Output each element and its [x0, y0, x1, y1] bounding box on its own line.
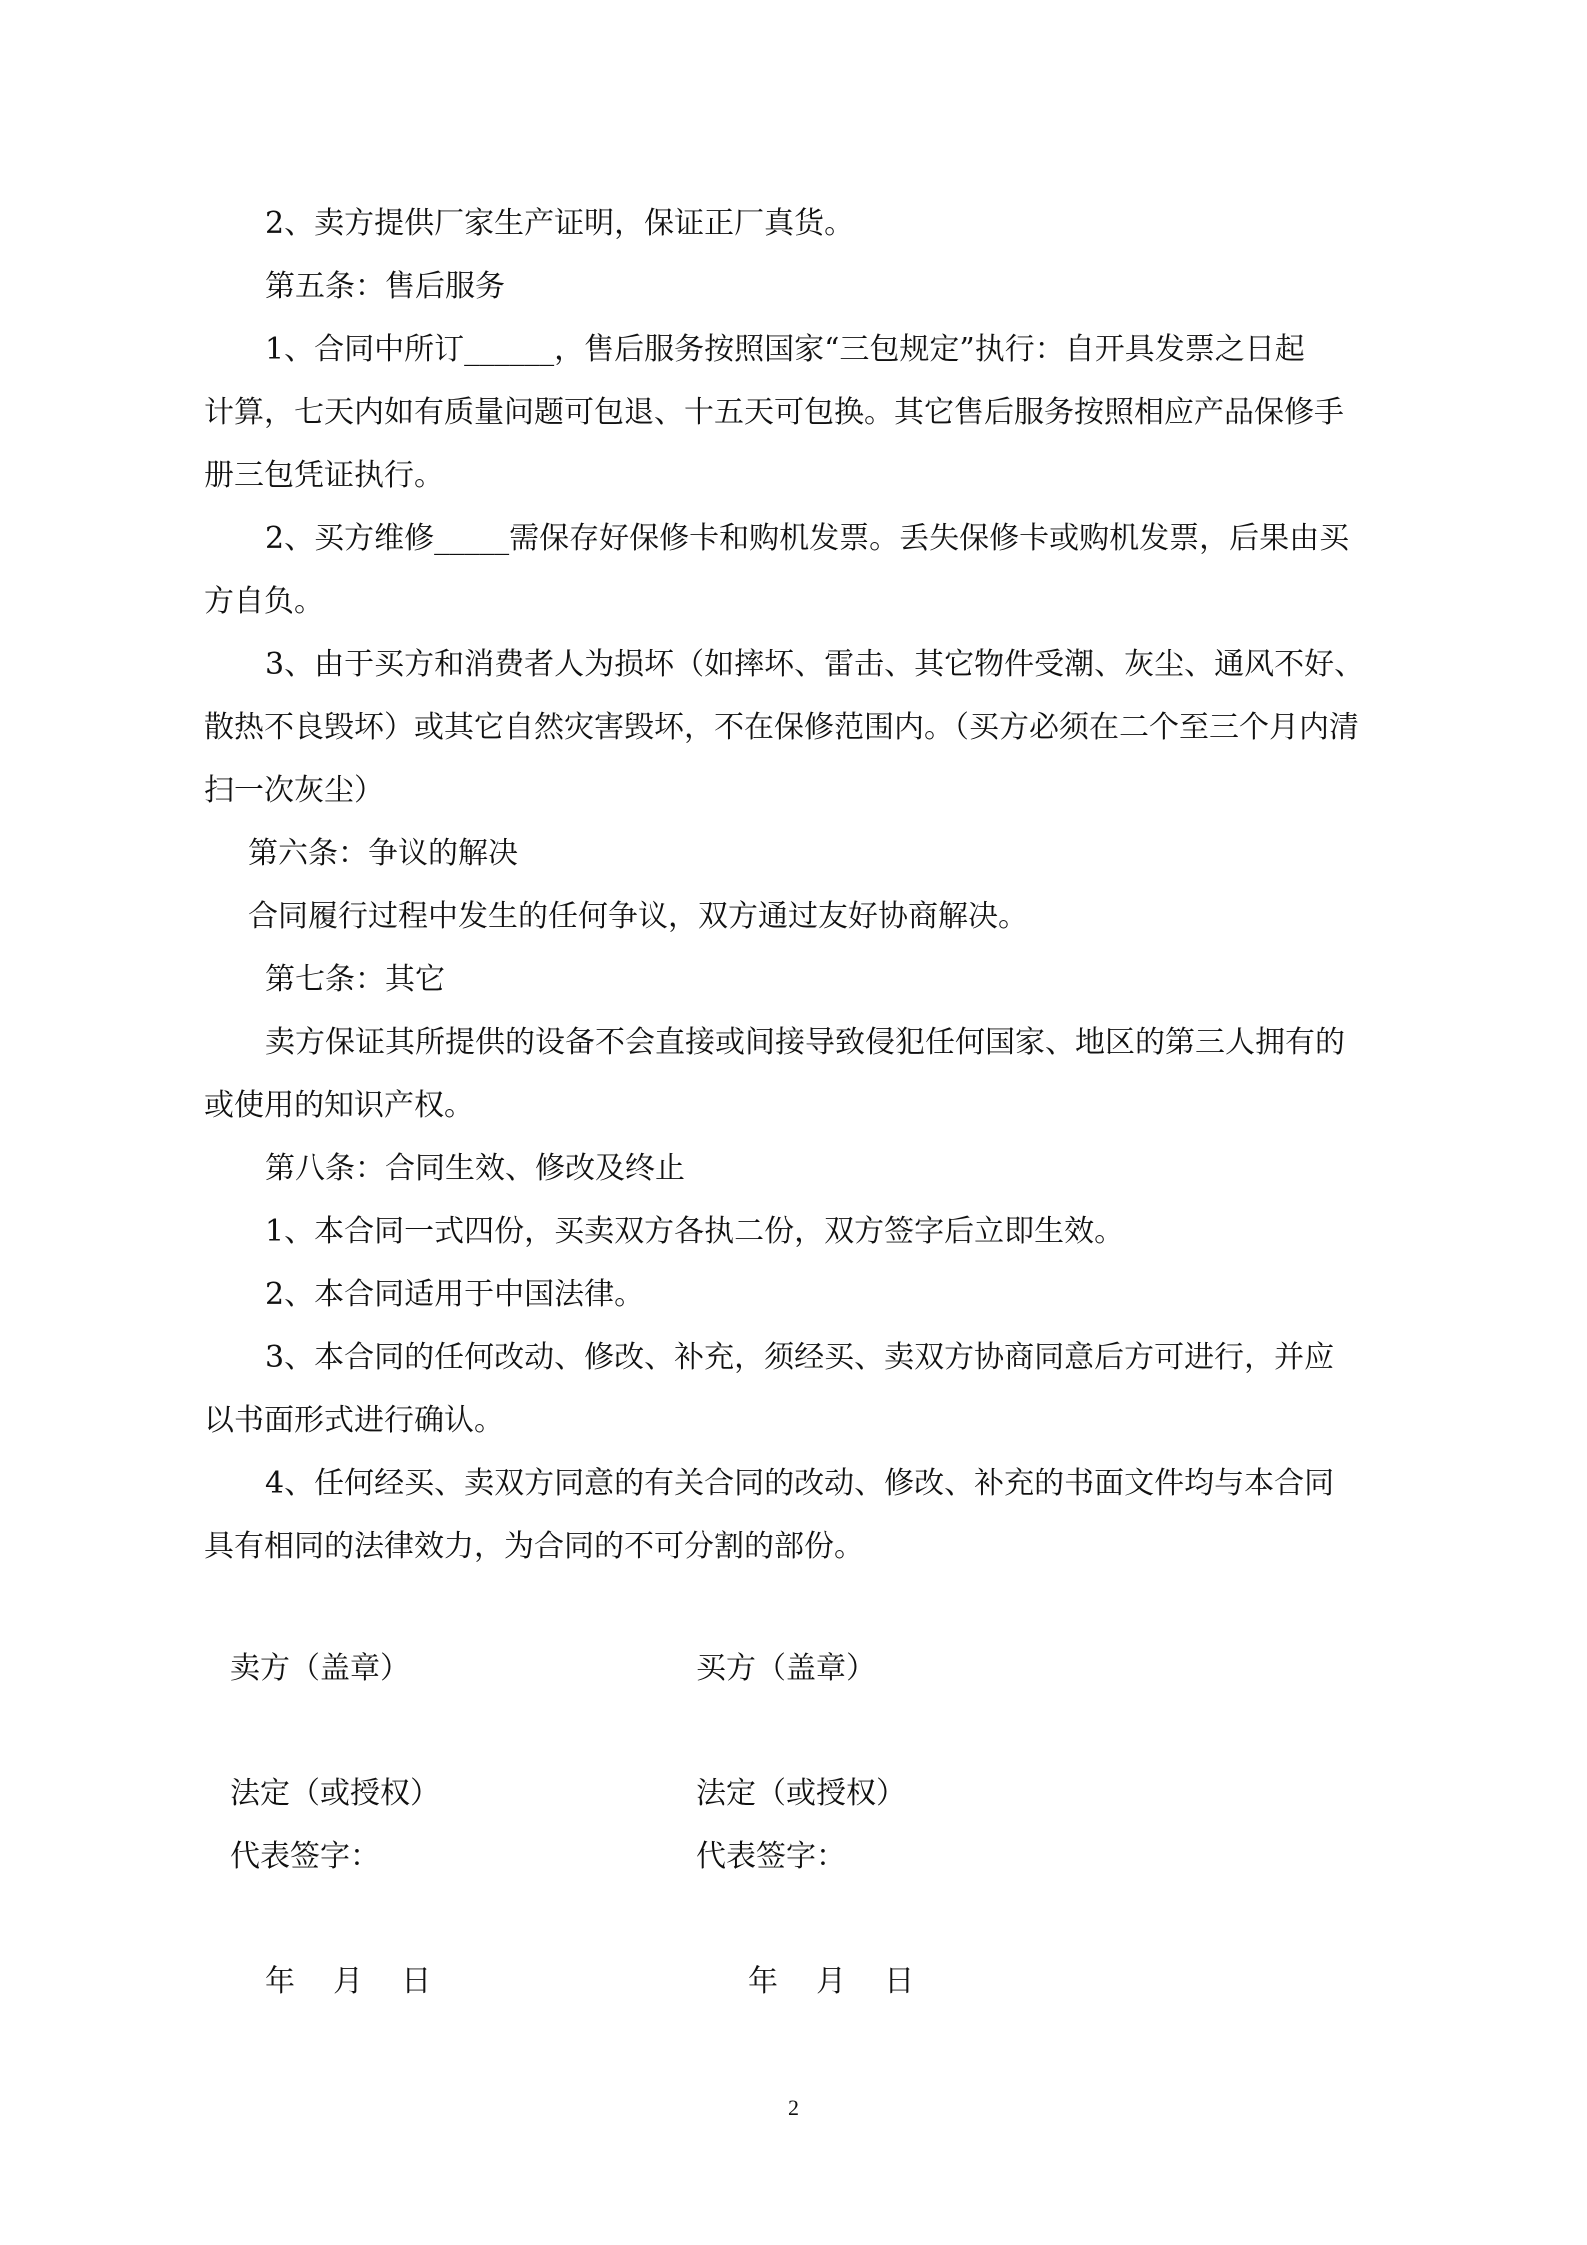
paragraph-line: 3、由于买方和消费者人为损坏（如摔坏、雷击、其它物件受潮、灰尘、通风不好、: [265, 647, 1365, 682]
paragraph-line: 册三包凭证执行。: [204, 458, 444, 493]
paragraph-line: 合同履行过程中发生的任何争议，双方通过友好协商解决。: [248, 899, 1028, 934]
buyer-signature-label: 代表签字：: [696, 1839, 846, 1874]
section-heading-6: 第六条：争议的解决: [248, 836, 518, 871]
page-number: 2: [788, 2095, 799, 2120]
paragraph-line: 4、任何经买、卖双方同意的有关合同的改动、修改、补充的书面文件均与本合同: [265, 1466, 1335, 1501]
paragraph-line: 2、买方维修_____需保存好保修卡和购机发票。丢失保修卡或购机发票，后果由买: [265, 521, 1350, 556]
buyer-date: 年 月 日: [748, 1964, 915, 1999]
seller-signature-label: 代表签字：: [230, 1839, 380, 1874]
buyer-representative-label: 法定（或授权）: [696, 1776, 906, 1811]
paragraph-line: 或使用的知识产权。: [204, 1088, 474, 1123]
section-heading-7: 第七条：其它: [265, 962, 445, 997]
paragraph-line: 1、本合同一式四份，买卖双方各执二份，双方签字后立即生效。: [265, 1214, 1125, 1249]
paragraph-line: 2、本合同适用于中国法律。: [265, 1277, 645, 1312]
section-heading-5: 第五条：售后服务: [265, 269, 505, 304]
paragraph-line: 扫一次灰尘）: [204, 773, 384, 808]
paragraph-line: 3、本合同的任何改动、修改、补充，须经买、卖双方协商同意后方可进行，并应: [265, 1340, 1335, 1375]
paragraph-line: 计算，七天内如有质量问题可包退、十五天可包换。其它售后服务按照相应产品保修手: [204, 395, 1344, 430]
paragraph-line: 卖方保证其所提供的设备不会直接或间接导致侵犯任何国家、地区的第三人拥有的: [265, 1025, 1345, 1060]
paragraph-line: 散热不良毁坏）或其它自然灾害毁坏，不在保修范围内。（买方必须在二个至三个月内清: [204, 710, 1359, 745]
seller-representative-label: 法定（或授权）: [230, 1776, 440, 1811]
paragraph-line: 以书面形式进行确认。: [204, 1403, 504, 1438]
buyer-seal-label: 买方（盖章）: [696, 1651, 876, 1686]
paragraph-line: 方自负。: [204, 584, 324, 619]
paragraph-line: 具有相同的法律效力，为合同的不可分割的部份。: [204, 1529, 864, 1564]
paragraph-line: 1、合同中所订______，售后服务按照国家“三包规定”执行：自开具发票之日起: [265, 332, 1305, 367]
seller-seal-label: 卖方（盖章）: [230, 1651, 410, 1686]
section-heading-8: 第八条：合同生效、修改及终止: [265, 1151, 685, 1186]
paragraph-line: 2、卖方提供厂家生产证明，保证正厂真货。: [265, 206, 855, 241]
seller-date: 年 月 日: [265, 1964, 432, 1999]
